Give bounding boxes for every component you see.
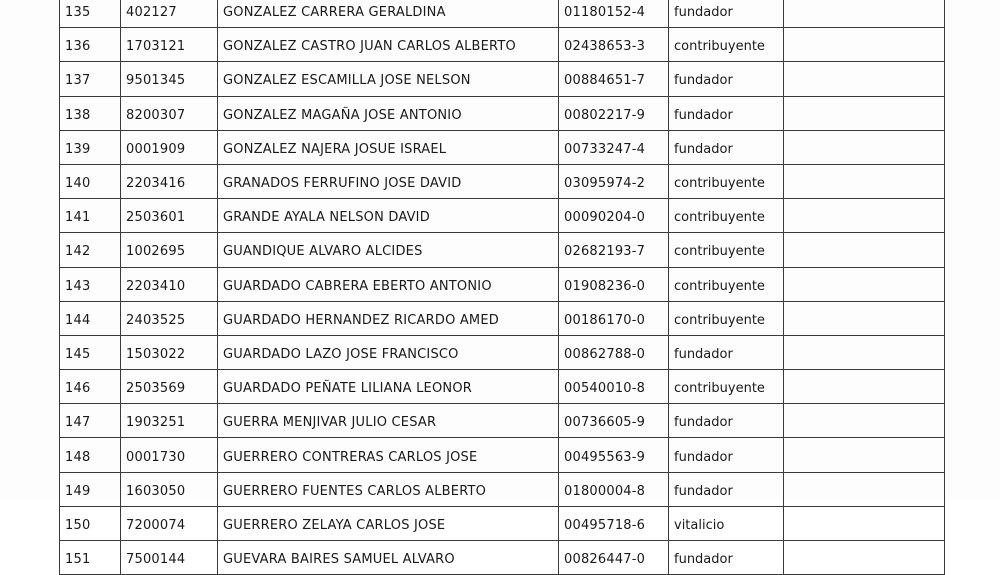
blank-cell	[784, 164, 945, 198]
member-code-cell: 2503601	[121, 199, 218, 233]
member-code-cell: 9501345	[121, 62, 218, 96]
dui-cell: 00826447-0	[559, 541, 669, 575]
member-code-cell: 1903251	[121, 404, 218, 438]
row-number-cell: 135	[60, 0, 121, 28]
table-row	[60, 541, 945, 575]
member-code-cell: 7500144	[121, 541, 218, 575]
member-code-cell: 1002695	[121, 233, 218, 267]
member-type-cell: fundador	[669, 130, 784, 164]
member-code-cell: 2503569	[121, 370, 218, 404]
row-number-cell: 137	[60, 62, 121, 96]
table-row	[60, 335, 945, 369]
member-name-cell: GONZALEZ NAJERA JOSUE ISRAEL	[218, 130, 559, 164]
row-number-cell: 142	[60, 233, 121, 267]
dui-cell: 03095974-2	[559, 164, 669, 198]
table-row	[60, 267, 945, 301]
member-name-cell: GUEVARA BAIRES SAMUEL ALVARO	[218, 541, 559, 575]
blank-cell	[784, 96, 945, 130]
blank-cell	[784, 370, 945, 404]
dui-cell: 00495718-6	[559, 506, 669, 540]
table-row	[60, 472, 945, 506]
dui-cell: 00733247-4	[559, 130, 669, 164]
member-name-cell: GUERRERO FUENTES CARLOS ALBERTO	[218, 472, 559, 506]
member-type-cell: contribuyente	[669, 370, 784, 404]
member-code-cell: 1603050	[121, 472, 218, 506]
blank-cell	[784, 28, 945, 62]
member-type-cell: fundador	[669, 438, 784, 472]
member-type-cell: fundador	[669, 335, 784, 369]
member-name-cell: GRANADOS FERRUFINO JOSE DAVID	[218, 164, 559, 198]
dui-cell: 00090204-0	[559, 199, 669, 233]
member-code-cell: 2203410	[121, 267, 218, 301]
blank-cell	[784, 0, 945, 28]
blank-cell	[784, 404, 945, 438]
member-code-cell: 1703121	[121, 28, 218, 62]
row-number-cell: 151	[60, 541, 121, 575]
member-type-cell: fundador	[669, 62, 784, 96]
member-name-cell: GUARDADO HERNANDEZ RICARDO AMED	[218, 301, 559, 335]
table-row	[60, 96, 945, 130]
dui-cell: 01180152-4	[559, 0, 669, 28]
row-number-cell: 147	[60, 404, 121, 438]
member-name-cell: GRANDE AYALA NELSON DAVID	[218, 199, 559, 233]
row-number-cell: 145	[60, 335, 121, 369]
row-number-cell: 141	[60, 199, 121, 233]
row-number-cell: 139	[60, 130, 121, 164]
member-type-cell: contribuyente	[669, 164, 784, 198]
dui-cell: 00802217-9	[559, 96, 669, 130]
member-type-cell: contribuyente	[669, 199, 784, 233]
member-name-cell: GUERRERO ZELAYA CARLOS JOSE	[218, 506, 559, 540]
member-code-cell: 0001730	[121, 438, 218, 472]
dui-cell: 02682193-7	[559, 233, 669, 267]
blank-cell	[784, 233, 945, 267]
row-number-cell: 136	[60, 28, 121, 62]
table-row	[60, 130, 945, 164]
member-type-cell: vitalicio	[669, 506, 784, 540]
table-row	[60, 233, 945, 267]
dui-cell: 01908236-0	[559, 267, 669, 301]
member-name-cell: GUARDADO PEÑATE LILIANA LEONOR	[218, 370, 559, 404]
dui-cell: 00495563-9	[559, 438, 669, 472]
table-row	[60, 506, 945, 540]
member-type-cell: fundador	[669, 404, 784, 438]
member-code-cell: 0001909	[121, 130, 218, 164]
dui-cell: 00736605-9	[559, 404, 669, 438]
member-name-cell: GONZALEZ CASTRO JUAN CARLOS ALBERTO	[218, 28, 559, 62]
row-number-cell: 143	[60, 267, 121, 301]
table-row	[60, 0, 945, 28]
member-name-cell: GUERRERO CONTRERAS CARLOS JOSE	[218, 438, 559, 472]
member-table	[59, 0, 945, 575]
member-name-cell: GUANDIQUE ALVARO ALCIDES	[218, 233, 559, 267]
row-number-cell: 138	[60, 96, 121, 130]
row-number-cell: 144	[60, 301, 121, 335]
table-row	[60, 164, 945, 198]
member-code-cell: 8200307	[121, 96, 218, 130]
member-name-cell: GONZALEZ CARRERA GERALDINA	[218, 0, 559, 28]
blank-cell	[784, 62, 945, 96]
table-row	[60, 301, 945, 335]
blank-cell	[784, 438, 945, 472]
member-type-cell: fundador	[669, 541, 784, 575]
table-row	[60, 199, 945, 233]
blank-cell	[784, 541, 945, 575]
member-type-cell: contribuyente	[669, 233, 784, 267]
row-number-cell: 149	[60, 472, 121, 506]
table-row	[60, 404, 945, 438]
dui-cell: 00540010-8	[559, 370, 669, 404]
blank-cell	[784, 335, 945, 369]
member-code-cell: 402127	[121, 0, 218, 28]
table-row	[60, 28, 945, 62]
member-name-cell: GONZALEZ ESCAMILLA JOSE NELSON	[218, 62, 559, 96]
member-code-cell: 2403525	[121, 301, 218, 335]
blank-cell	[784, 267, 945, 301]
blank-cell	[784, 301, 945, 335]
blank-cell	[784, 199, 945, 233]
member-code-cell: 1503022	[121, 335, 218, 369]
table-row	[60, 438, 945, 472]
row-number-cell: 150	[60, 506, 121, 540]
table-row	[60, 370, 945, 404]
dui-cell: 00862788-0	[559, 335, 669, 369]
member-type-cell: fundador	[669, 472, 784, 506]
row-number-cell: 148	[60, 438, 121, 472]
member-name-cell: GUARDADO CABRERA EBERTO ANTONIO	[218, 267, 559, 301]
dui-cell: 00186170-0	[559, 301, 669, 335]
blank-cell	[784, 506, 945, 540]
dui-cell: 02438653-3	[559, 28, 669, 62]
member-table-body	[60, 0, 945, 575]
dui-cell: 01800004-8	[559, 472, 669, 506]
member-name-cell: GONZALEZ MAGAÑA JOSE ANTONIO	[218, 96, 559, 130]
member-code-cell: 7200074	[121, 506, 218, 540]
table-row	[60, 62, 945, 96]
blank-cell	[784, 130, 945, 164]
member-name-cell: GUARDADO LAZO JOSE FRANCISCO	[218, 335, 559, 369]
member-code-cell: 2203416	[121, 164, 218, 198]
member-type-cell: contribuyente	[669, 267, 784, 301]
member-type-cell: fundador	[669, 96, 784, 130]
member-type-cell: contribuyente	[669, 301, 784, 335]
member-type-cell: fundador	[669, 0, 784, 28]
row-number-cell: 146	[60, 370, 121, 404]
row-number-cell: 140	[60, 164, 121, 198]
dui-cell: 00884651-7	[559, 62, 669, 96]
member-name-cell: GUERRA MENJIVAR JULIO CESAR	[218, 404, 559, 438]
member-type-cell: contribuyente	[669, 28, 784, 62]
blank-cell	[784, 472, 945, 506]
